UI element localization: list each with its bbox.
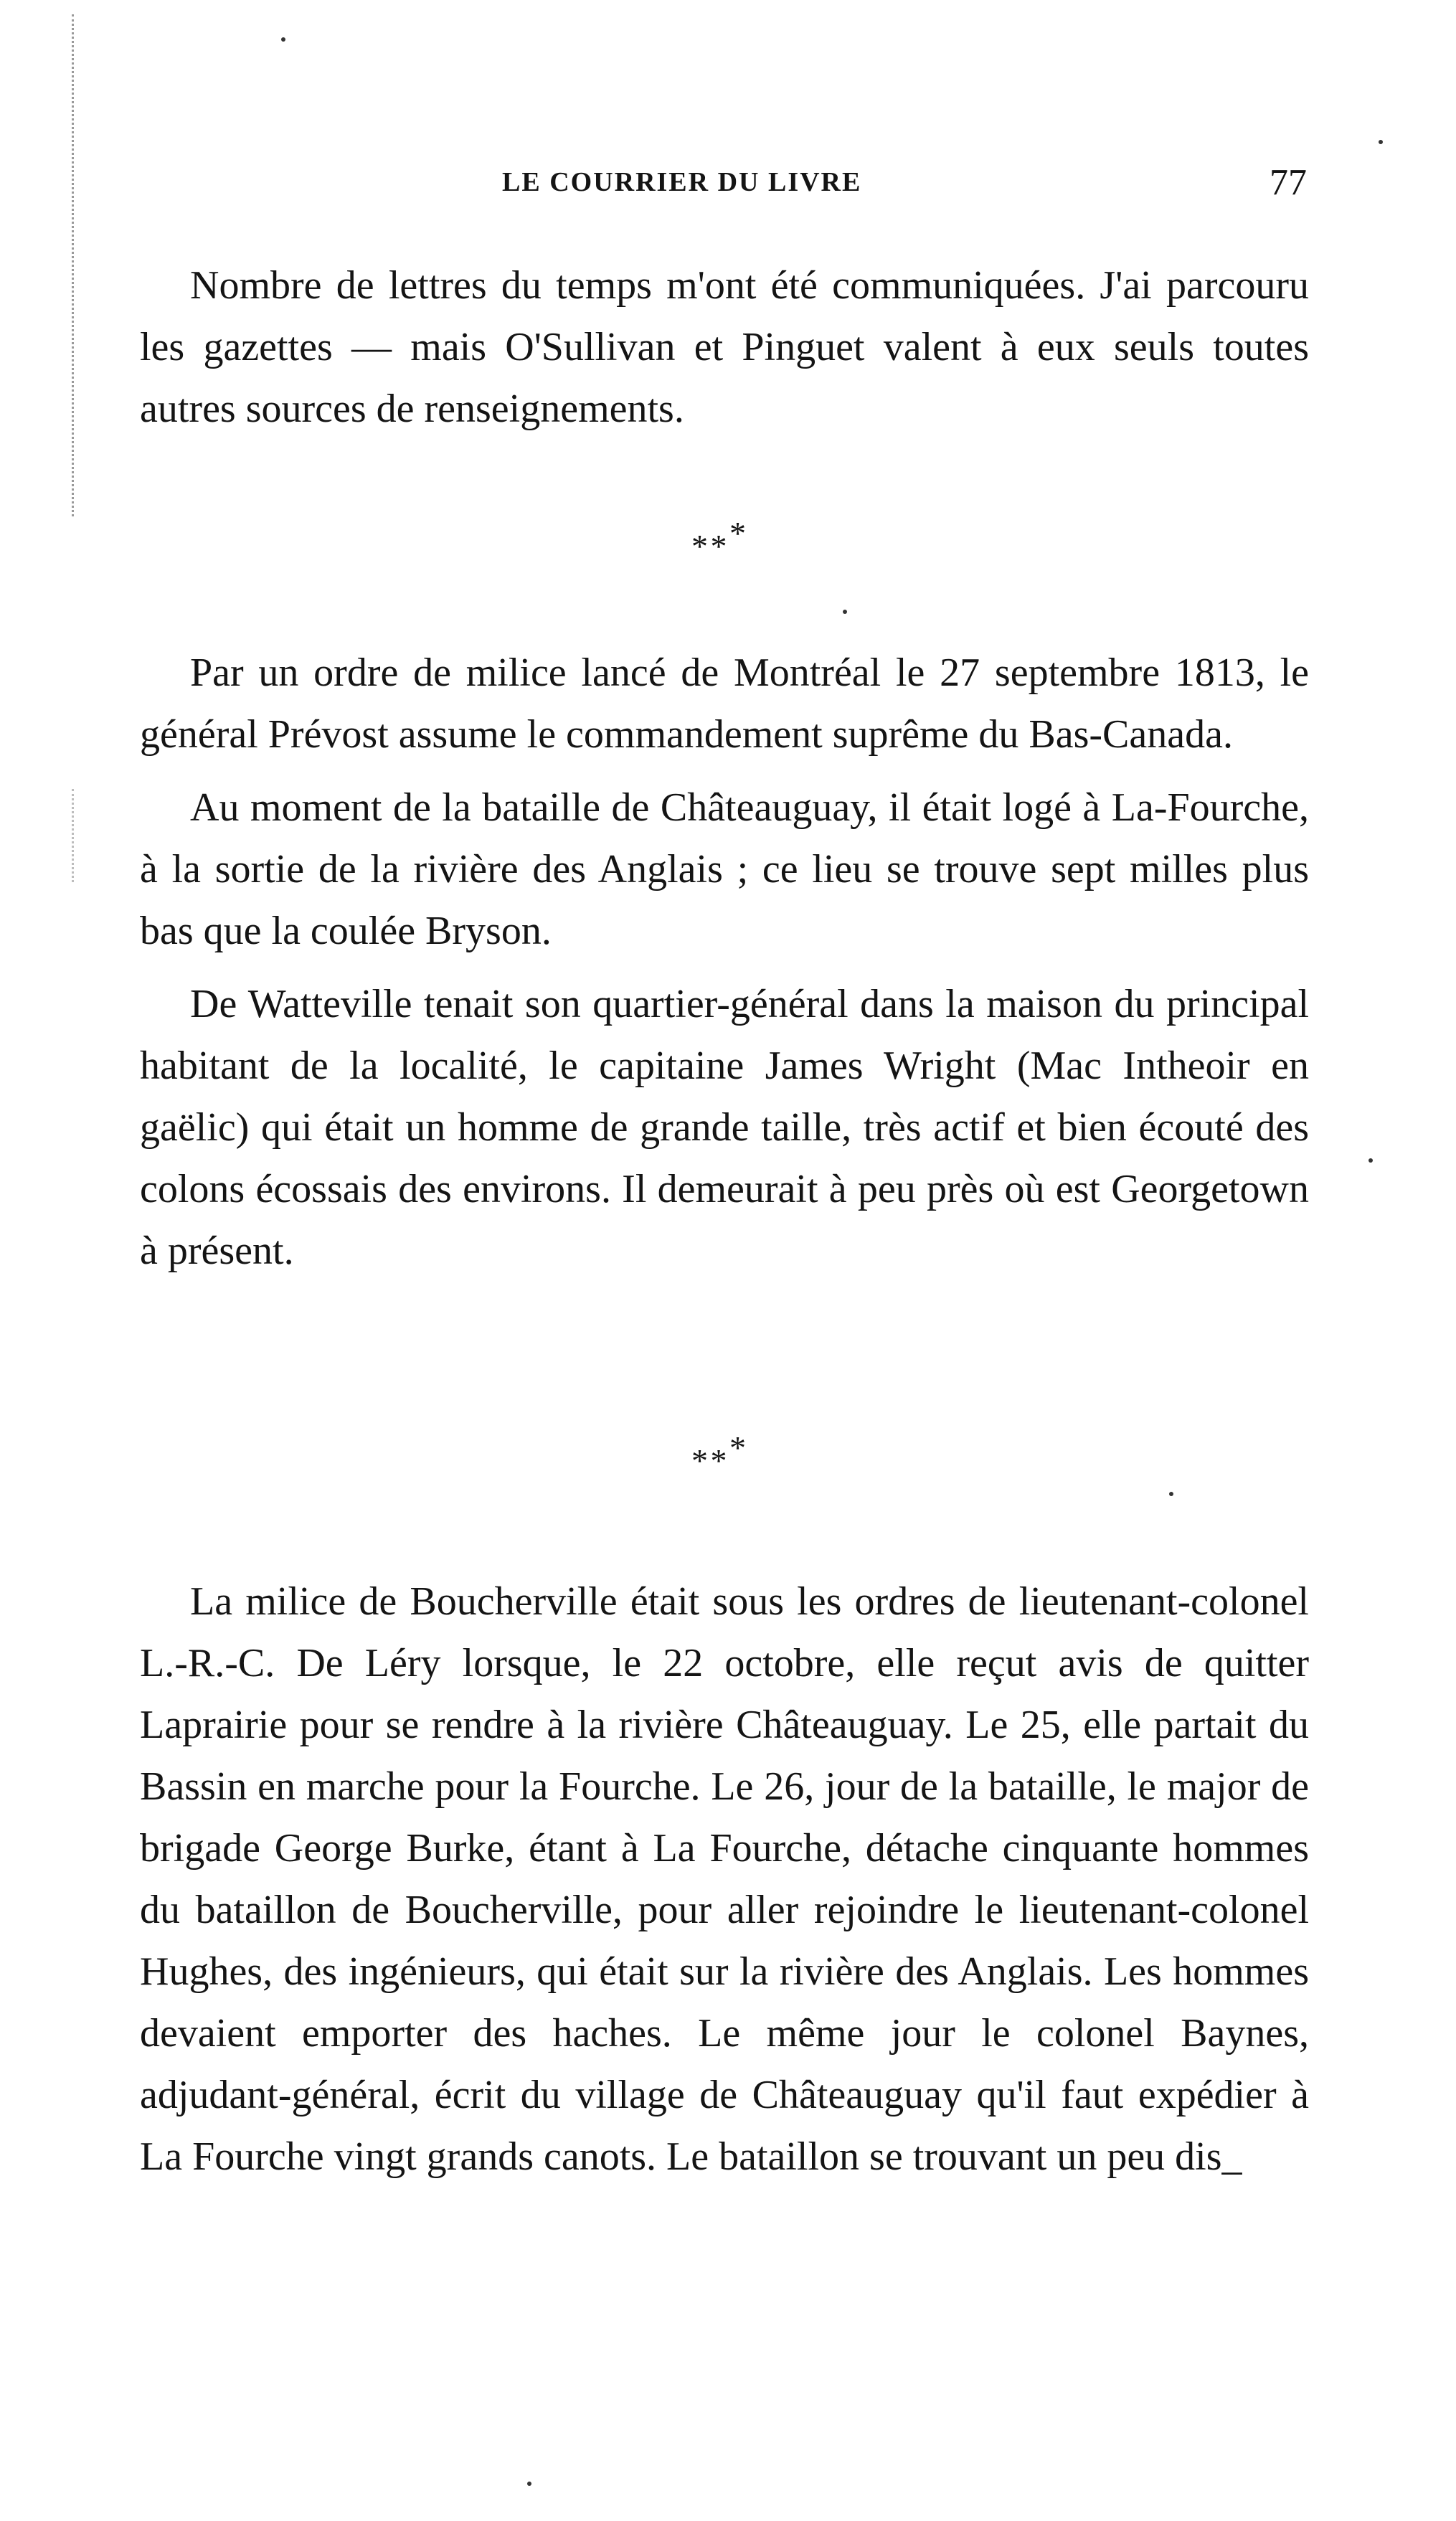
scan-speck [843,610,847,614]
scan-margin-mark [72,14,78,516]
asterism-separator [646,515,789,565]
scan-speck [1379,140,1383,144]
asterism-separator [646,1429,789,1480]
scan-speck [527,2482,531,2486]
paragraph: Nombre de lettres du temps m'ont été communiquées. J'ai parcouru les gazettes — mais O'Sullivan et Pinguet valent à eux seuls toutes autres sources de renseignements. [140,263,1309,431]
scan-margin-mark [72,789,78,882]
asterism-star: * [729,515,743,552]
scan-speck [281,37,285,42]
scan-speck [1368,1158,1373,1163]
asterism-star: * * [691,528,724,564]
text-block-middle [140,642,1309,1293]
paragraph: La milice de Boucherville était sous les ordres de lieutenant-colonel L.-R.-C. De Léry lorsque, le 22 octobre, elle reçut avis de quitter Laprairie pour se rendre à la rivière Châteauguay. Le 25, elle partait du Bassin en marche pour la Fourche. Le 26, jour de la bataille, le major de brigade George Burke, étant à La Fourche, détache cinquante hommes du bataillon de Boucherville, pour aller rejoindre le lieutenant-colonel Hughes, des ingénieurs, qui était sur la rivière des Anglais. Les hommes devaient emporter des haches. Le même jour le colonel Baynes, adjudant-général, écrit du village de Châteauguay qu'il faut expédier à La Fourche vingt grands canots. Le bataillon se trouvant un peu dis_ [140,1579,1309,2179]
asterism-star: * * [691,1442,724,1479]
paragraph: Par un ordre de milice lancé de Montréal le 27 septembre 1813, le général Prévost assume le commandement suprême du Bas-Canada. [140,651,1309,757]
paragraph: De Watteville tenait son quartier-général dans la maison du principal habitant de la localité, le capitaine James Wright (Mac Intheoir en gaëlic) qui était un homme de grande taille, très actif et bien écouté des colons écossais des environs. Il demeurait à peu près où est Georgetown à présent. [140,982,1309,1273]
scan-speck [1169,1492,1173,1496]
asterism-star: * [729,1429,743,1466]
running-title: LE COURRIER DU LIVRE [502,167,862,197]
page-number: 77 [1270,162,1307,203]
paragraph: Au moment de la bataille de Châteauguay, il était logé à La-Fourche, à la sortie de la rivière des Anglais ; ce lieu se trouve sept milles plus bas que la coulée Bryson. [140,785,1309,953]
text-block-final [140,1571,1309,2199]
text-block-intro [140,255,1309,451]
